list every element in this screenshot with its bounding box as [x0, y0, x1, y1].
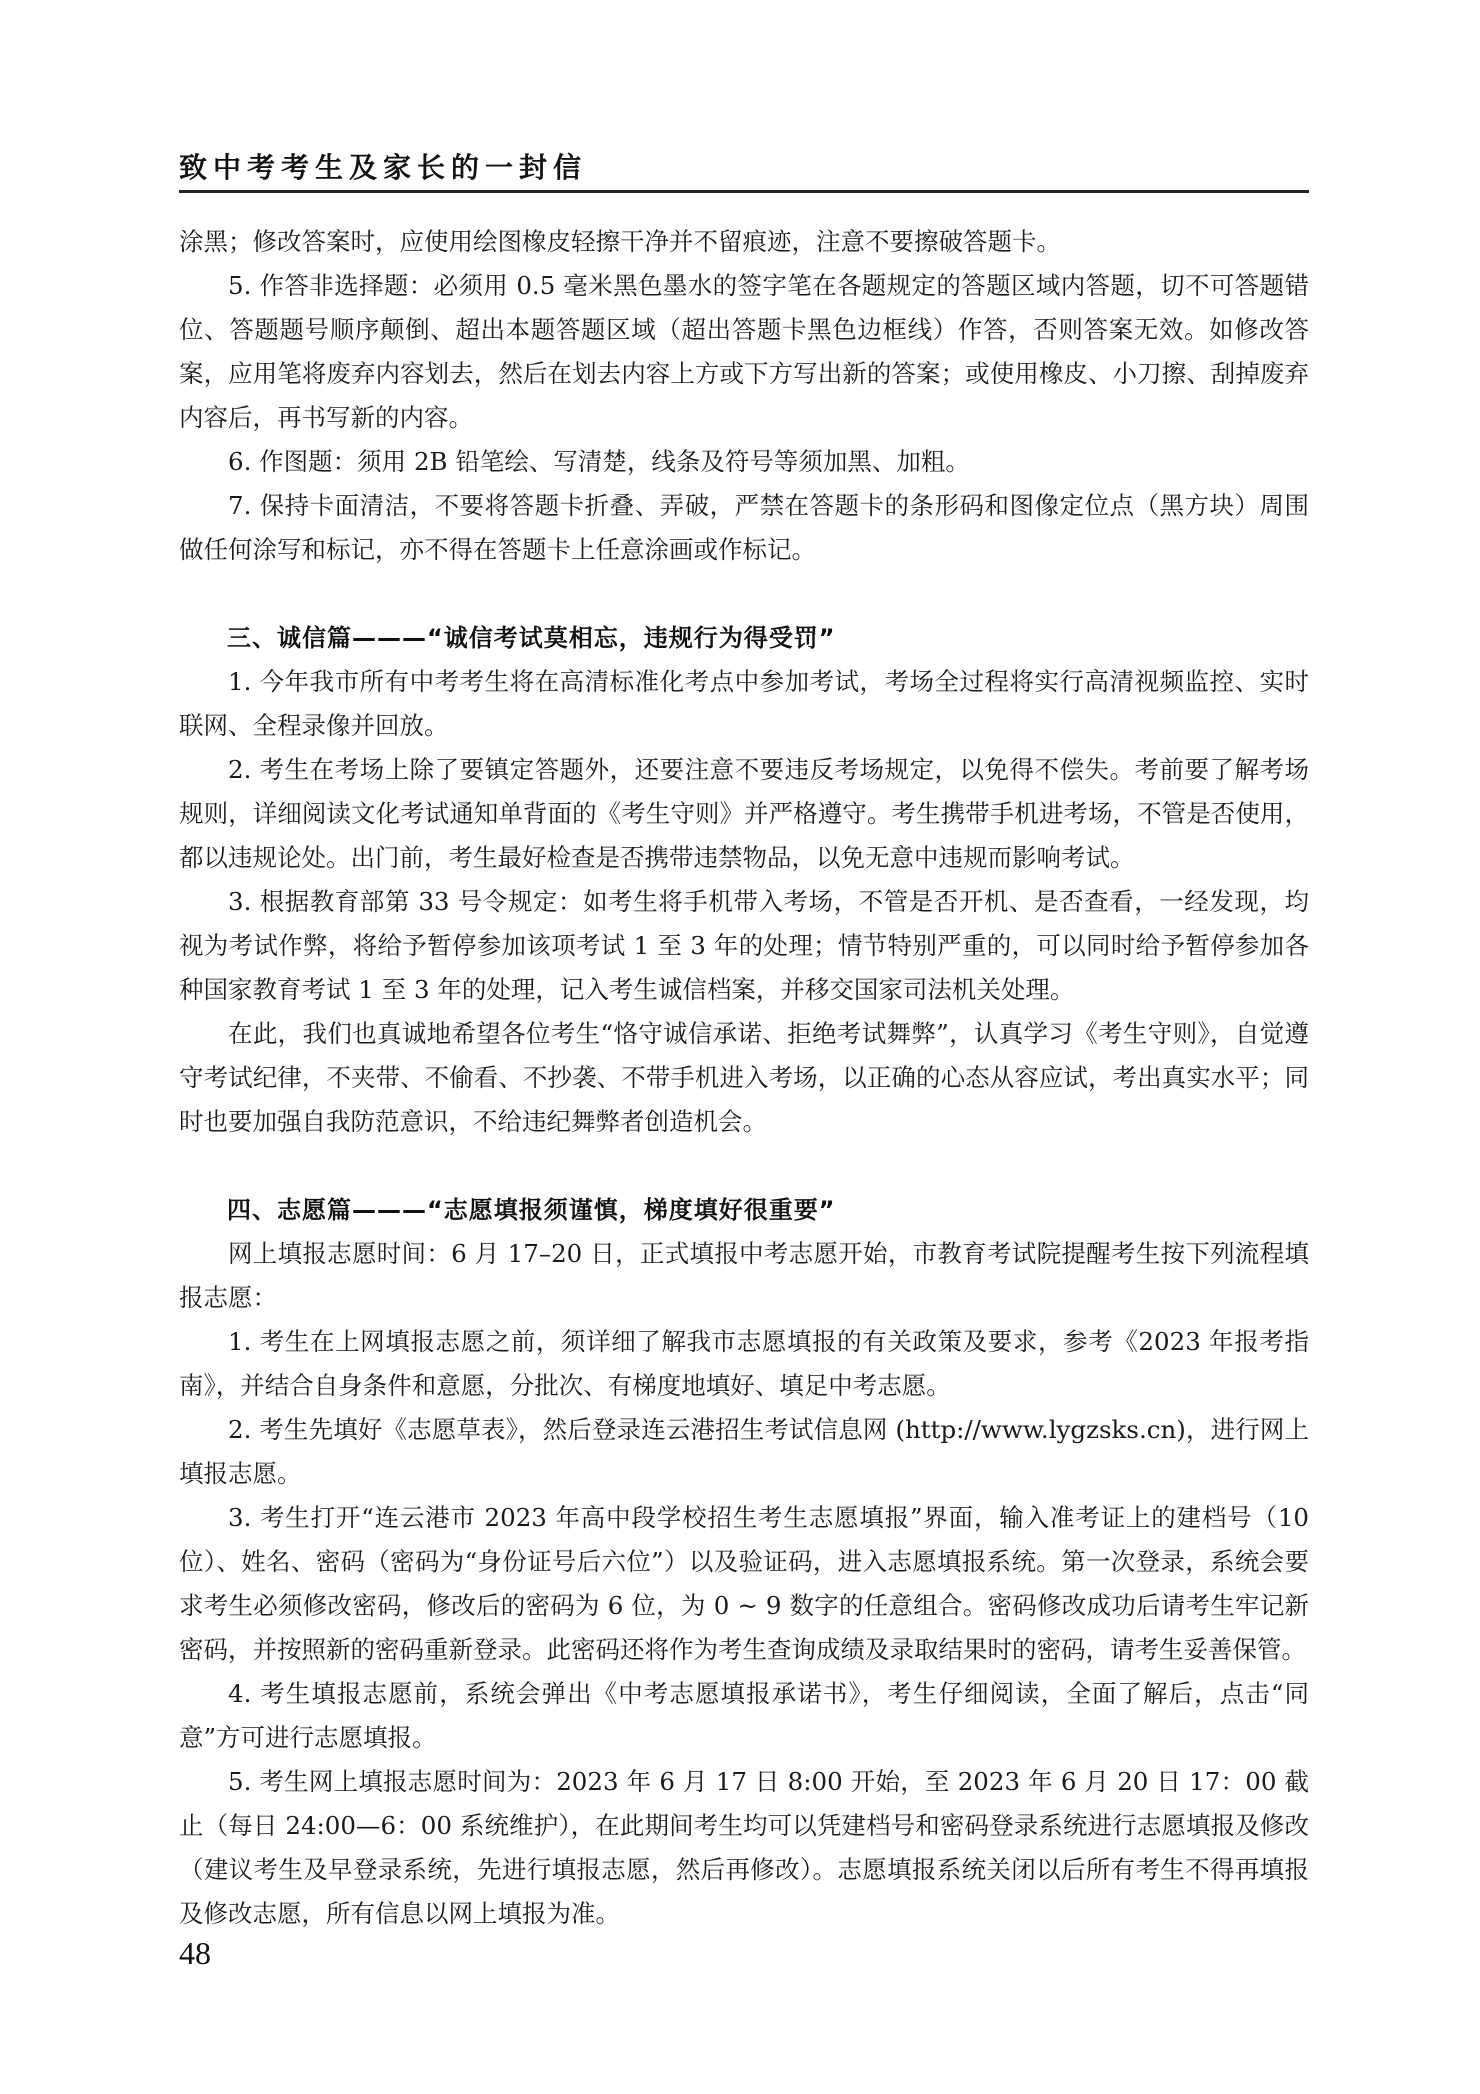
paragraph-application-4: 4. 考生填报志愿前，系统会弹出《中考志愿填报承诺书》，考生仔细阅读，全面了解后，点击“同意”方可进行志愿填报。: [179, 1679, 1309, 1752]
paragraph-item-5: 5. 作答非选择题：必须用 0.5 毫米黑色墨水的签字笔在各题规定的答题区域内答题，切不可答题错位、答题题号顺序颠倒、超出本题答题区域（超出答题卡黑色边框线）作答，否则答案无效。如修改答案，应用笔将废弃内容划去，然后在划去内容上方或下方写出新的答案；或使用橡皮、小刀擦、刮掉废弃内容后，再书写新的内容。: [179, 271, 1309, 432]
paragraph-item-7: 7. 保持卡面清洁，不要将答题卡折叠、弄破，严禁在答题卡的条形码和图像定位点（黑方块）周围做任何涂写和标记，亦不得在答题卡上任意涂画或作标记。: [179, 491, 1309, 564]
section-heading-integrity: 三、诚信篇———“诚信考试莫相忘，违规行为得受罚”: [227, 624, 836, 652]
paragraph-application-2: 2. 考生先填好《志愿草表》，然后登录连云港招生考试信息网 (http://www.lygzsks.cn)，进行网上填报志愿。: [179, 1415, 1309, 1488]
page-number: 48: [179, 1935, 211, 1971]
section-heading-application: 四、志愿篇———“志愿填报须谨慎，梯度填好很重要”: [227, 1196, 836, 1224]
paragraph-integrity-3: 3. 根据教育部第 33 号令规定：如考生将手机带入考场，不管是否开机、是否查看，一经发现，均视为考试作弊，将给予暂停参加该项考试 1 至 3 年的处理；情节特别严重的，可以同时给予暂停参加各种国家教育考试 1 至 3 年的处理，记入考生诚信档案，并移交国家司法机关处理。: [179, 887, 1309, 1004]
paragraph-application-1: 1. 考生在上网填报志愿之前，须详细了解我市志愿填报的有关政策及要求，参考《2023 年报考指南》，并结合自身条件和意愿，分批次、有梯度地填好、填足中考志愿。: [179, 1327, 1309, 1400]
running-header-title: 致中考考生及家长的一封信: [179, 151, 588, 184]
paragraph-integrity-1: 1. 今年我市所有中考考生将在高清标准化考点中参加考试，考场全过程将实行高清视频监控、实时联网、全程录像并回放。: [179, 667, 1309, 740]
paragraph-application-intro: 网上填报志愿时间：6 月 17–20 日，正式填报中考志愿开始，市教育考试院提醒考生按下列流程填报志愿：: [179, 1239, 1309, 1312]
paragraph-application-3: 3. 考生打开“连云港市 2023 年高中段学校招生考生志愿填报”界面，输入准考证上的建档号（10 位）、姓名、密码（密码为“身份证号后六位”）以及验证码，进入志愿填报系统。第一次登录，系统会要求考生必须修改密码，修改后的密码为 6 位，为 0 ~ 9 数字的任意组合。密码修改成功后请考生牢记新密码，并按照新的密码重新登录。此密码还将作为考生查询成绩及录取结果时的密码，请考生妥善保管。: [179, 1503, 1309, 1664]
header-divider: [179, 190, 1309, 193]
paragraph-item-6: 6. 作图题：须用 2B 铅笔绘、写清楚，线条及符号等须加黑、加粗。: [228, 447, 970, 476]
paragraph-application-5: 5. 考生网上填报志愿时间为：2023 年 6 月 17 日 8:00 开始，至 2023 年 6 月 20 日 17：00 截止（每日 24:00—6：00 系统维护），在此期间考生均可以凭建档号和密码登录系统进行志愿填报及修改（建议考生及早登录系统，先进行填报志愿，然后再修改）。志愿填报系统关闭以后所有考生不得再填报及修改志愿，所有信息以网上填报为准。: [179, 1767, 1309, 1928]
paragraph-integrity-closing: 在此，我们也真诚地希望各位考生“恪守诚信承诺、拒绝考试舞弊”，认真学习《考生守则》，自觉遵守考试纪律，不夹带、不偷看、不抄袭、不带手机进入考场，以正确的心态从容应试，考出真实水平；同时也要加强自我防范意识，不给违纪舞弊者创造机会。: [179, 1019, 1309, 1136]
paragraph-integrity-2: 2. 考生在考场上除了要镇定答题外，还要注意不要违反考场规定，以免得不偿失。考前要了解考场规则，详细阅读文化考试通知单背面的《考生守则》并严格遵守。考生携带手机进考场，不管是否使用，都以违规论处。出门前，考生最好检查是否携带违禁物品，以免无意中违规而影响考试。: [179, 755, 1309, 872]
paragraph-continued: 涂黑；修改答案时，应使用绘图橡皮轻擦干净并不留痕迹，注意不要擦破答题卡。: [179, 227, 1061, 256]
document-body: [179, 220, 1309, 1936]
